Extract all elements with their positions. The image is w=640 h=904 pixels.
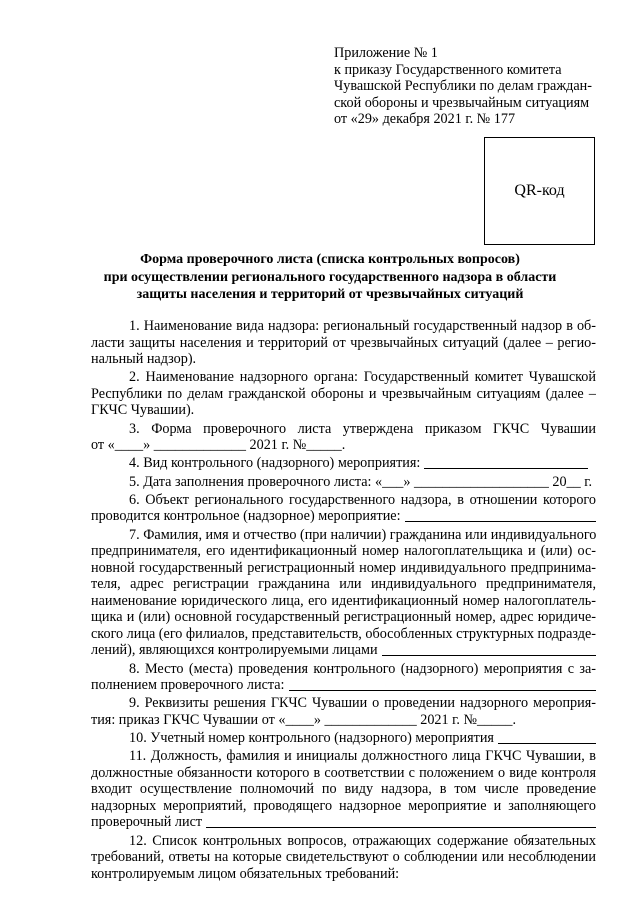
- text-line: надзорных мероприятий, проводящего надзорное мероприятие и заполняющего: [91, 797, 596, 814]
- text-line: новной государственный регистрационный номер индивидуального предпринима-: [91, 559, 596, 576]
- text-line: контролируемым лицом обязательных требований:: [91, 865, 400, 882]
- text-line: входит осуществление полномочий по виду надзора, в том числе проведение: [91, 781, 596, 798]
- blank-field[interactable]: [382, 642, 596, 656]
- appendix-line: к приказу Государственного комитета: [334, 61, 562, 78]
- fill-line: [91, 455, 596, 472]
- item-2: [91, 369, 596, 419]
- text-line: 4. Вид контрольного (надзорного) мероприятия:: [129, 455, 421, 472]
- text-line: 6. Объект регионального государственного надзора, в отношении которого: [129, 491, 596, 508]
- text-line: 7. Фамилия, имя и отчество (при наличии) гражданина или индивидуального: [129, 526, 596, 543]
- appendix-header: [334, 45, 596, 128]
- item-3: [91, 421, 596, 454]
- item-10: [91, 730, 596, 747]
- text-line: теля, адрес регистрации гражданина или индивидуального предпринимателя,: [91, 576, 596, 593]
- fill-line: [91, 814, 596, 831]
- blank-field[interactable]: [289, 677, 597, 691]
- text-line: 11. Должность, фамилия и инициалы должностного лица ГКЧС Чувашии, в: [129, 748, 596, 765]
- item-4: [91, 455, 596, 472]
- text-line: 10. Учетный номер контрольного (надзорного) мероприятия: [129, 730, 494, 747]
- item-6: [91, 492, 596, 525]
- text-line: нальный надзор).: [91, 351, 197, 367]
- appendix-line: Чувашской Республики по делам граждан-: [334, 78, 592, 94]
- text-line: 12. Список контрольных вопросов, отражающих содержание обязательных: [129, 832, 596, 849]
- item-12: [91, 833, 596, 883]
- text-line: щика и (или) основной государственный регистрационный номер, адрес юридиче-: [91, 609, 596, 626]
- title-line: при осуществлении регионального государственного надзора в области: [103, 269, 557, 285]
- text-line: 5. Дата заполнения проверочного листа: «___» ___________________ 20__ г.: [129, 473, 593, 490]
- fill-line: [91, 642, 596, 659]
- text-line: ласти защиты населения и территорий от чрезвычайных ситуаций (далее – регио-: [91, 334, 596, 351]
- fill-line: [91, 508, 596, 525]
- appendix-line: ской обороны и чрезвычайным ситуациям: [334, 94, 590, 111]
- text-line: ГКЧС Чувашии).: [91, 402, 195, 419]
- text-line: наименование юридического лица, его идентификационный номер налогоплатель-: [91, 592, 596, 609]
- title-line: защиты населения и территорий от чрезвычайных ситуаций: [136, 287, 524, 302]
- fill-line: [91, 730, 596, 747]
- appendix-line: Приложение № 1: [334, 45, 438, 61]
- text-line: 1. Наименование вида надзора: региональный государственный надзор в об-: [129, 318, 596, 334]
- text-line: 9. Реквизиты решения ГКЧС Чувашии о проведении надзорного мероприя-: [129, 695, 596, 712]
- text-line: проверочный лист: [91, 814, 203, 831]
- item-1: [91, 318, 596, 368]
- text-line: проводится контрольное (надзорное) мероприятие:: [91, 508, 401, 525]
- item-5: [91, 474, 596, 491]
- text-line: 8. Место (места) проведения контрольного (надзорного) мероприятия с за-: [129, 660, 596, 677]
- item-7: [91, 527, 596, 659]
- text-line: Республики по делам гражданской обороны и чрезвычайным ситуациям (далее –: [91, 385, 596, 402]
- text-line: тия: приказ ГКЧС Чувашии от «____» _____________ 2021 г. №_____.: [91, 711, 517, 728]
- blank-field[interactable]: [405, 508, 596, 522]
- text-line: должностные обязанности которого в соответствии с положением о виде контроля: [91, 764, 596, 781]
- text-line: от «____» _____________ 2021 г. №_____.: [91, 437, 346, 454]
- text-line: лений), являющихся контролируемыми лицами: [91, 642, 378, 659]
- text-line: 3. Форма проверочного листа утверждена приказом ГКЧС Чувашии: [129, 420, 596, 437]
- text-line: 2. Наименование надзорного органа: Государственный комитет Чувашской: [129, 369, 596, 386]
- text-line: требований, ответы на которые свидетельствуют о соблюдении или несоблюдении: [91, 849, 596, 866]
- text-line: полнением проверочного листа:: [91, 677, 285, 694]
- form-title: [60, 251, 600, 304]
- item-9: [91, 695, 596, 728]
- qr-code-placeholder: [484, 137, 595, 245]
- blank-field[interactable]: [206, 814, 596, 828]
- item-8: [91, 661, 596, 694]
- appendix-line: от «29» декабря 2021 г. № 177: [334, 111, 516, 127]
- text-line: предпринимателя, его идентификационный номер налогоплательщика и (или) ос-: [91, 543, 596, 560]
- form-body: [91, 318, 596, 884]
- qr-code-label: QR-код: [514, 182, 565, 199]
- text-line: ского лица (его филиалов, представительств, обособленных структурных подразде-: [91, 625, 596, 642]
- item-11: [91, 748, 596, 831]
- blank-field[interactable]: [424, 455, 588, 469]
- title-line: Форма проверочного листа (списка контрольных вопросов): [140, 252, 520, 267]
- fill-line: [91, 677, 596, 694]
- blank-field[interactable]: [498, 730, 596, 744]
